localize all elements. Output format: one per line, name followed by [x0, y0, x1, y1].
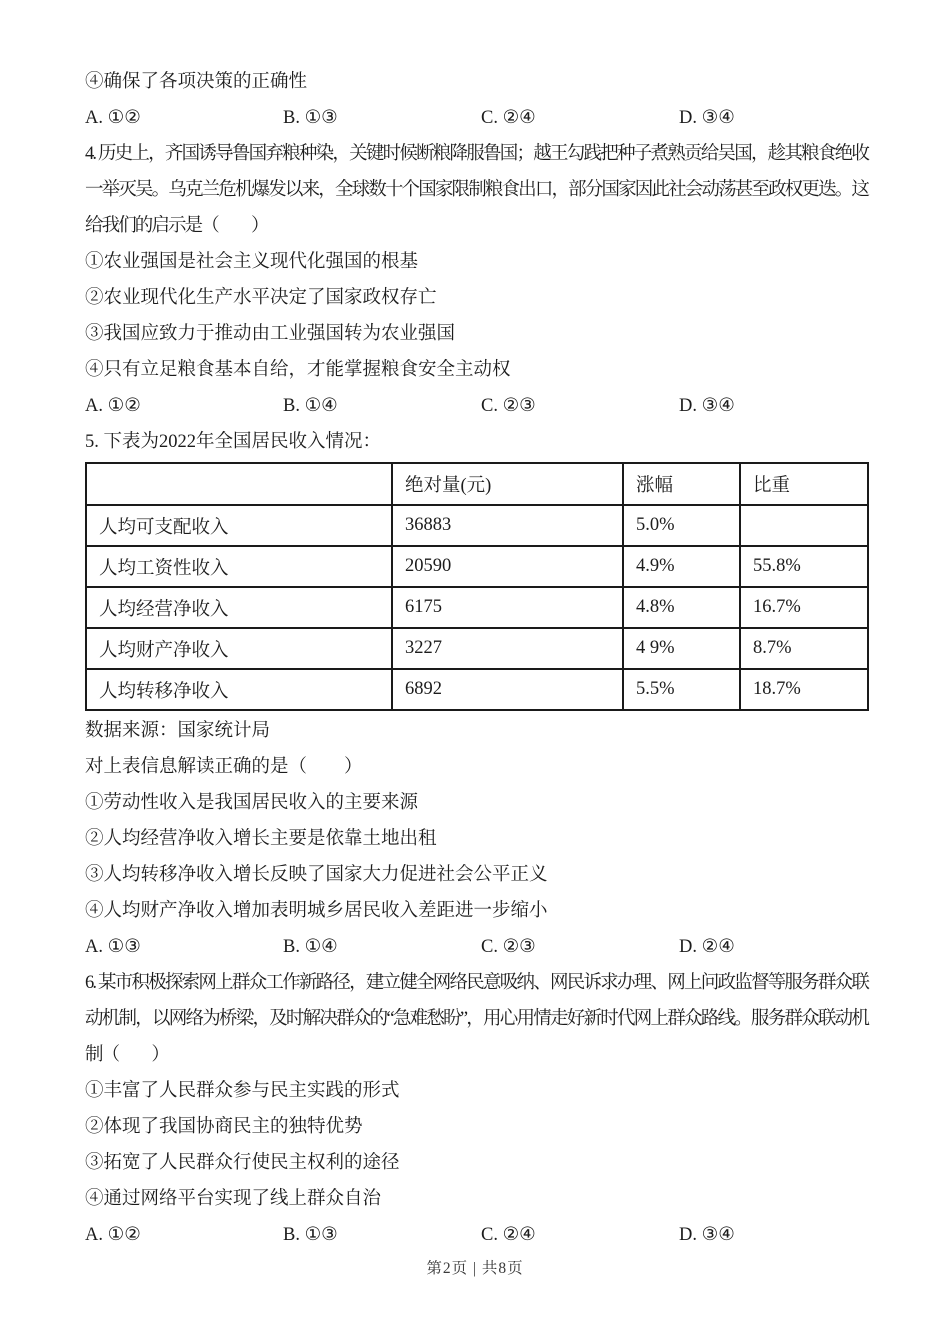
- q5-option-4: ④人均财产净收入增加表明城乡居民收入差距进一步缩小: [85, 901, 548, 921]
- q4-choice-a: A. ①②: [85, 396, 141, 416]
- table-cell: 5.5%: [623, 669, 740, 710]
- question-6-stem: 6. 某市积极探索网上群众工作新路径，建立健全网络民意吸纳、网民诉求办理、网上问政监督等服务群众联动机制，以网络为桥梁，及时解决群众的“急难愁盼”，用心用情走好新时代网上群众路线。服务群众联动机制（ ）: [85, 973, 868, 1065]
- income-table-header-share: 比重: [740, 463, 868, 505]
- q5-choice-d: D. ②④: [679, 937, 735, 957]
- table-cell: 4 9%: [623, 628, 740, 669]
- q4-option-4: ④只有立足粮食基本自给，才能掌握粮食安全主动权: [85, 360, 511, 380]
- table-cell: 6892: [392, 669, 623, 710]
- table-cell: 人均财产净收入: [86, 628, 392, 669]
- q3-option-4: ④确保了各项决策的正确性: [85, 72, 308, 92]
- table-cell: 人均可支配收入: [86, 505, 392, 546]
- table-cell: 人均经营净收入: [86, 587, 392, 628]
- q4-option-1: ①农业强国是社会主义现代化强国的根基: [85, 252, 419, 272]
- table-cell: 人均工资性收入: [86, 546, 392, 587]
- q6-option-1: ①丰富了人民群众参与民主实践的形式: [85, 1081, 400, 1101]
- table-row: [86, 505, 868, 546]
- table-cell: 8.7%: [740, 628, 868, 669]
- q5-option-1: ①劳动性收入是我国居民收入的主要来源: [85, 793, 419, 813]
- q5-option-3: ③人均转移净收入增长反映了国家大力促进社会公平正义: [85, 865, 548, 885]
- table-row: [86, 546, 868, 587]
- table-row: [86, 587, 868, 628]
- q5-choice-c: C. ②③: [481, 937, 536, 957]
- q6-option-2: ②体现了我国协商民主的独特优势: [85, 1117, 363, 1137]
- q6-choice-d: D. ③④: [679, 1225, 735, 1245]
- table-row: [86, 669, 868, 710]
- table-cell: 5.0%: [623, 505, 740, 546]
- q6-option-3: ③拓宽了人民群众行使民主权利的途径: [85, 1153, 400, 1173]
- table-cell: 4.9%: [623, 546, 740, 587]
- page-number-footer: 第2页 | 共8页: [426, 1260, 524, 1277]
- q3-choice-b: B. ①③: [283, 108, 338, 128]
- table-cell: 3227: [392, 628, 623, 669]
- table-cell: 18.7%: [740, 669, 868, 710]
- income-table-header-growth: 涨幅: [623, 463, 740, 505]
- q3-choice-a: A. ①②: [85, 108, 141, 128]
- table-cell: 55.8%: [740, 546, 868, 587]
- q3-choice-row: [85, 100, 868, 136]
- table-cell: 4.8%: [623, 587, 740, 628]
- q5-option-2: ②人均经营净收入增长主要是依靠土地出租: [85, 829, 437, 849]
- income-table-header-absolute: 绝对量(元): [392, 463, 623, 505]
- table-source-note: 数据来源：国家统计局: [85, 721, 271, 741]
- q4-option-3: ③我国应致力于推动由工业强国转为农业强国: [85, 324, 456, 344]
- q4-choice-c: C. ②③: [481, 396, 536, 416]
- table-cell: 36883: [392, 505, 623, 546]
- table-row: [86, 628, 868, 669]
- q4-option-2: ②农业现代化生产水平决定了国家政权存亡: [85, 288, 437, 308]
- question-5-prompt: 对上表信息解读正确的是（ ）: [85, 757, 363, 777]
- q6-choice-c: C. ②④: [481, 1225, 536, 1245]
- q5-choice-b: B. ①④: [283, 937, 338, 957]
- table-cell: [740, 505, 868, 546]
- table-cell: 20590: [392, 546, 623, 587]
- income-table-header-blank: [86, 463, 392, 505]
- exam-page-content: [85, 64, 868, 1253]
- income-table-header-row: [86, 463, 868, 505]
- q6-choice-a: A. ①②: [85, 1225, 141, 1245]
- q4-choice-row: [85, 388, 868, 424]
- q5-choice-row: [85, 929, 868, 965]
- table-cell: 16.7%: [740, 587, 868, 628]
- q6-choice-row: [85, 1217, 868, 1253]
- table-cell: 6175: [392, 587, 623, 628]
- q4-choice-d: D. ③④: [679, 396, 735, 416]
- table-cell: 人均转移净收入: [86, 669, 392, 710]
- q3-choice-d: D. ③④: [679, 108, 735, 128]
- income-table: [85, 462, 869, 711]
- q3-choice-c: C. ②④: [481, 108, 536, 128]
- q5-choice-a: A. ①③: [85, 937, 141, 957]
- q6-choice-b: B. ①③: [283, 1225, 338, 1245]
- q4-choice-b: B. ①④: [283, 396, 338, 416]
- question-4-stem: 4. 历史上，齐国诱导鲁国弃粮种染，关键时候断粮降服鲁国；越王勾践把种子煮熟贡给吴国，趁其粮食绝收一举灭吴。乌克兰危机爆发以来，全球数十个国家限制粮食出口，部分国家因此社会动荡甚至政权更迭。这给我们的启示是（ ）: [85, 144, 868, 236]
- q6-option-4: ④通过网络平台实现了线上群众自治: [85, 1189, 382, 1209]
- question-5-intro: 5. 下表为2022年全国居民收入情况：: [85, 432, 382, 452]
